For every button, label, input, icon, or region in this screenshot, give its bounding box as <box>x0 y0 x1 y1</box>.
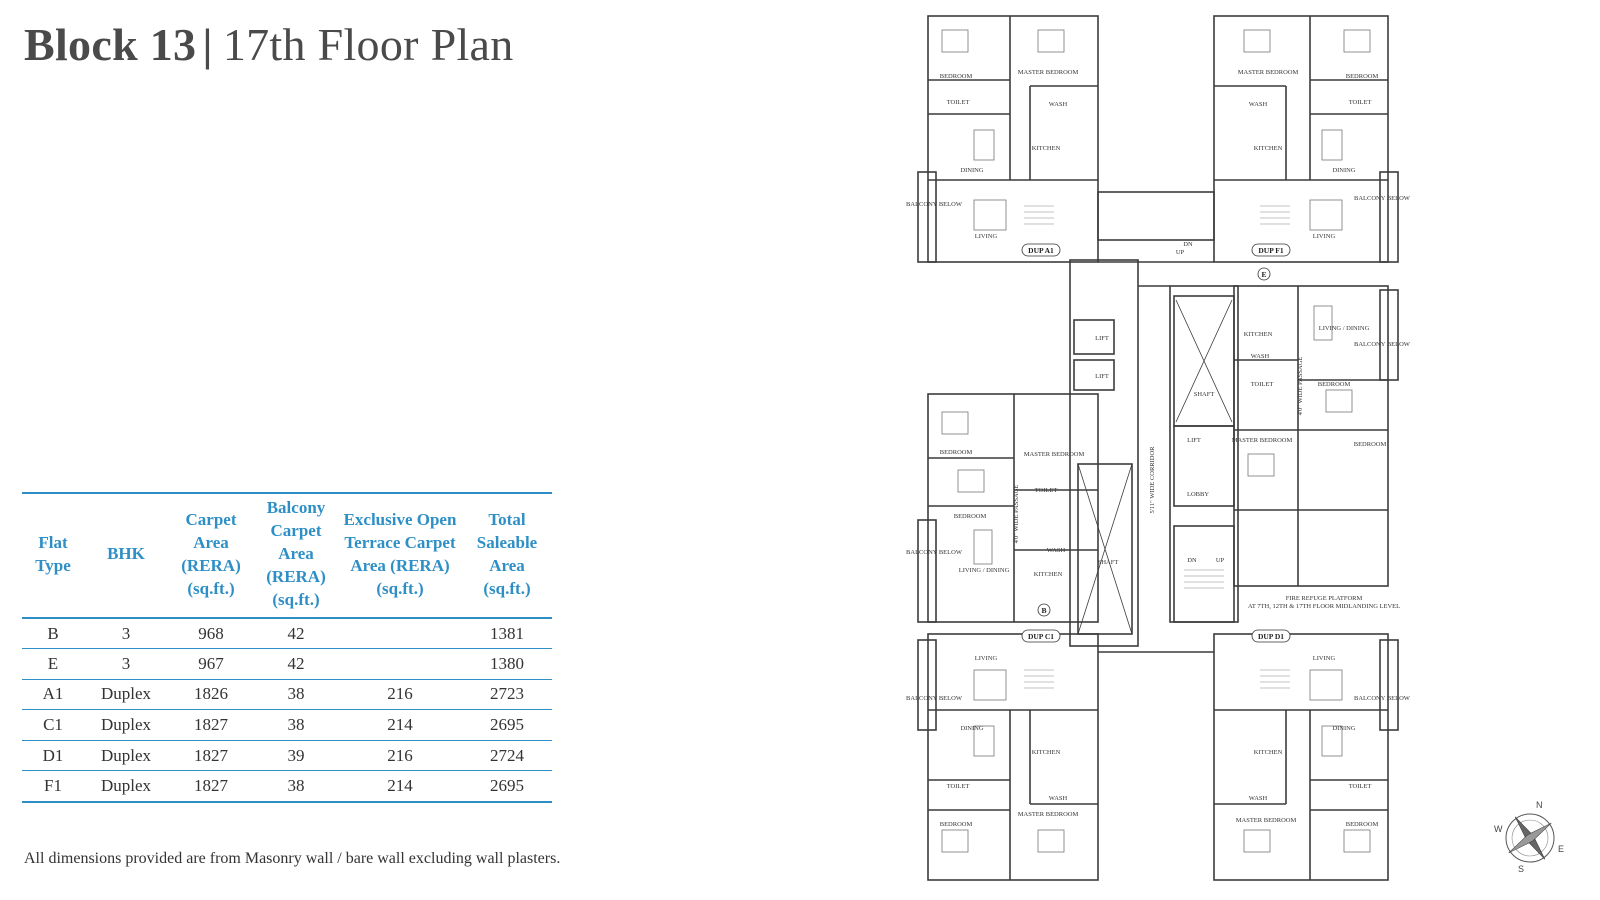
unit-b-balcony <box>918 520 936 622</box>
label-f1-master-bedroom: MASTER BEDROOM <box>1237 69 1299 76</box>
label-b-balcony-below: BALCONY BELOW <box>906 549 962 556</box>
cell-saleable: 1380 <box>462 649 552 680</box>
unit-d1-outline <box>1214 634 1388 880</box>
cell-carpet: 1827 <box>168 771 254 802</box>
floor-plan-drawing <box>906 10 1410 886</box>
label-lobby: LOBBY <box>1186 491 1210 498</box>
cell-bhk: Duplex <box>84 771 168 802</box>
col-saleable-area: Total Saleable Area (sq.ft.) <box>462 493 552 618</box>
label-shaft-left: SHAFT <box>1097 559 1119 566</box>
label-f1-balcony-below: BALCONY BELOW <box>1354 195 1410 202</box>
table-row <box>22 679 552 710</box>
area-table <box>22 492 552 803</box>
unit-tag-b: B <box>1041 606 1047 615</box>
cell-terrace: 216 <box>338 740 462 771</box>
unit-f1-outline <box>1214 16 1388 262</box>
label-d1-master-bedroom: MASTER BEDROOM <box>1235 817 1297 824</box>
table-row <box>22 649 552 680</box>
cell-balcony: 42 <box>254 649 338 680</box>
label-b-bedroom-2: BEDROOM <box>953 513 987 520</box>
label-c1-master-bedroom: MASTER BEDROOM <box>1017 811 1079 818</box>
label-b-master-bedroom: MASTER BEDROOM <box>1023 451 1085 458</box>
label-c1-toilet: TOILET <box>946 783 970 790</box>
cell-terrace <box>338 618 462 649</box>
table-row <box>22 618 552 649</box>
cell-bhk: Duplex <box>84 710 168 741</box>
label-f1-bedroom: BEDROOM <box>1345 73 1379 80</box>
unit-tag-f1: DUP F1 <box>1258 246 1284 255</box>
cell-saleable: 2695 <box>462 771 552 802</box>
label-b-wash: WASH <box>1046 547 1066 554</box>
label-c1-kitchen: KITCHEN <box>1031 749 1061 756</box>
label-passage-e: 4'0" WIDE PASSAGE <box>1297 356 1304 416</box>
label-d1-living: LIVING <box>1312 655 1336 662</box>
cell-balcony: 42 <box>254 618 338 649</box>
label-c1-balcony-below: BALCONY BELOW <box>906 695 962 702</box>
col-flat-type: Flat Type <box>22 493 84 618</box>
label-e-toilet: TOILET <box>1250 381 1274 388</box>
cell-terrace: 216 <box>338 679 462 710</box>
label-a1-balcony-below: BALCONY BELOW <box>906 201 962 208</box>
label-f1-wash: WASH <box>1248 101 1268 108</box>
label-b-toilet: TOILET <box>1034 487 1058 494</box>
label-up-right: UP <box>1215 557 1225 564</box>
floor-plan <box>906 10 1410 886</box>
footnote: All dimensions provided are from Masonry wall / bare wall excluding wall plasters. <box>24 850 561 867</box>
label-d1-kitchen: KITCHEN <box>1253 749 1283 756</box>
cell-terrace: 214 <box>338 771 462 802</box>
title-floor: 17th Floor Plan <box>222 19 514 70</box>
title-block: Block 13 <box>24 19 197 70</box>
compass-s: S <box>1518 864 1525 874</box>
label-d1-bedroom: BEDROOM <box>1345 821 1379 828</box>
cell-balcony: 39 <box>254 740 338 771</box>
table-row <box>22 771 552 802</box>
col-bhk: BHK <box>84 493 168 618</box>
cell-terrace <box>338 649 462 680</box>
cell-flat: E <box>22 649 84 680</box>
unit-tag-d1: DUP D1 <box>1257 632 1285 641</box>
label-a1-kitchen: KITCHEN <box>1031 145 1061 152</box>
unit-tag-e: E <box>1261 270 1267 279</box>
cell-flat: D1 <box>22 740 84 771</box>
compass-n: N <box>1536 800 1543 810</box>
label-e-master-bedroom: MASTER BEDROOM <box>1231 437 1293 444</box>
label-e-living-dining: LIVING / DINING <box>1318 325 1370 332</box>
cell-bhk: 3 <box>84 618 168 649</box>
label-c1-bedroom: BEDROOM <box>939 821 973 828</box>
label-f1-kitchen: KITCHEN <box>1253 145 1283 152</box>
label-a1-bedroom: BEDROOM <box>939 73 973 80</box>
cell-balcony: 38 <box>254 679 338 710</box>
label-e-wash: WASH <box>1250 353 1270 360</box>
stair-right <box>1174 526 1234 622</box>
label-f1-living: LIVING <box>1312 233 1336 240</box>
compass-icon <box>1494 800 1565 874</box>
label-e-kitchen: KITCHEN <box>1243 331 1273 338</box>
label-a1-toilet: TOILET <box>946 99 970 106</box>
label-lift-1: LIFT <box>1095 335 1109 342</box>
label-passage-b: 4'0" WIDE PASSAGE <box>1013 484 1020 544</box>
label-shaft-right: SHAFT <box>1193 391 1215 398</box>
label-c1-living: LIVING <box>974 655 998 662</box>
unit-tag-c1: DUP C1 <box>1027 632 1055 641</box>
label-d1-toilet: TOILET <box>1348 783 1372 790</box>
cell-flat: A1 <box>22 679 84 710</box>
cell-balcony: 38 <box>254 710 338 741</box>
cell-carpet: 968 <box>168 618 254 649</box>
cell-balcony: 38 <box>254 771 338 802</box>
table-row <box>22 740 552 771</box>
cell-carpet: 1827 <box>168 740 254 771</box>
label-b-bedroom-1: BEDROOM <box>939 449 973 456</box>
label-c1-dining: DINING <box>960 725 984 732</box>
page-title <box>24 18 514 71</box>
label-e-balcony-below: BALCONY BELOW <box>1354 341 1410 348</box>
label-b-kitchen: KITCHEN <box>1033 571 1063 578</box>
cell-saleable: 2695 <box>462 710 552 741</box>
label-lift-2: LIFT <box>1095 373 1109 380</box>
cell-flat: C1 <box>22 710 84 741</box>
unit-a1-balcony <box>918 172 936 262</box>
label-e-bedroom-2: BEDROOM <box>1353 441 1387 448</box>
label-refuge-sub: AT 7TH, 12TH & 17TH FLOOR MIDLANDING LEVEL <box>1247 603 1401 610</box>
unit-c1-balcony <box>918 640 936 730</box>
label-a1-wash: WASH <box>1048 101 1068 108</box>
cell-saleable: 1381 <box>462 618 552 649</box>
cell-terrace: 214 <box>338 710 462 741</box>
core-right-column <box>1170 286 1238 622</box>
cell-flat: F1 <box>22 771 84 802</box>
col-terrace-area: Exclusive Open Terrace Carpet Area (RERA) (sq.ft.) <box>338 493 462 618</box>
title-separator: | <box>202 19 213 70</box>
label-f1-toilet: TOILET <box>1348 99 1372 106</box>
cell-saleable: 2723 <box>462 679 552 710</box>
unit-a1-outline <box>928 16 1098 262</box>
label-f1-dining: DINING <box>1332 167 1356 174</box>
label-d1-balcony-below: BALCONY BELOW <box>1354 695 1410 702</box>
label-up-top: UP <box>1175 249 1185 256</box>
cell-bhk: 3 <box>84 649 168 680</box>
cell-saleable: 2724 <box>462 740 552 771</box>
label-d1-wash: WASH <box>1248 795 1268 802</box>
label-a1-living: LIVING <box>974 233 998 240</box>
unit-d1-balcony <box>1380 640 1398 730</box>
label-refuge: FIRE REFUGE PLATFORM <box>1285 595 1363 602</box>
unit-c1-outline <box>928 634 1098 880</box>
unit-tag-a1: DUP A1 <box>1028 246 1054 255</box>
label-e-bedroom-1: BEDROOM <box>1317 381 1351 388</box>
label-b-living-dining: LIVING / DINING <box>958 567 1010 574</box>
cell-bhk: Duplex <box>84 740 168 771</box>
col-balcony-area: Balcony Carpet Area (RERA) (sq.ft.) <box>254 493 338 618</box>
table-header-row <box>22 493 552 618</box>
label-corridor: 5'11" WIDE CORRIDOR <box>1149 446 1156 514</box>
cell-carpet: 1826 <box>168 679 254 710</box>
core-stair-top <box>1098 192 1214 240</box>
compass-e: E <box>1558 844 1565 854</box>
label-lift-3: LIFT <box>1187 437 1201 444</box>
unit-f1-balcony <box>1380 172 1398 262</box>
cell-bhk: Duplex <box>84 679 168 710</box>
col-carpet-area: Carpet Area (RERA) (sq.ft.) <box>168 493 254 618</box>
label-a1-dining: DINING <box>960 167 984 174</box>
label-dn-right: DN <box>1187 557 1197 564</box>
compass-w: W <box>1494 824 1503 834</box>
cell-carpet: 1827 <box>168 710 254 741</box>
compass-rose-icon <box>1496 804 1564 872</box>
cell-carpet: 967 <box>168 649 254 680</box>
table-row <box>22 710 552 741</box>
label-d1-dining: DINING <box>1332 725 1356 732</box>
label-c1-wash: WASH <box>1048 795 1068 802</box>
cell-flat: B <box>22 618 84 649</box>
unit-e-balcony <box>1380 290 1398 380</box>
label-a1-master-bedroom: MASTER BEDROOM <box>1017 69 1079 76</box>
label-dn-top: DN <box>1183 241 1193 248</box>
